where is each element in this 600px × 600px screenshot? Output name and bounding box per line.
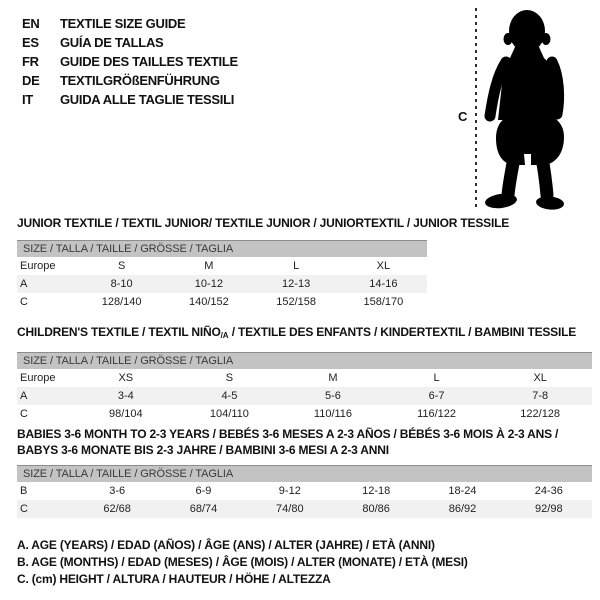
language-title-row	[22, 90, 238, 109]
column-header-label: Europe	[20, 372, 56, 384]
table-cell: 92/98	[535, 503, 563, 515]
table-cell: 5-6	[325, 390, 341, 402]
table-cell: 116/122	[417, 408, 457, 420]
language-title-list	[22, 14, 238, 109]
size-header-bar: SIZE / TALLA / TAILLE / GRÖSSE / TAGLIA	[17, 240, 427, 257]
size-column-header: XL	[533, 372, 547, 384]
baby-silhouette-icon	[484, 8, 600, 213]
section-title-line	[17, 426, 558, 442]
height-dotted-line	[475, 8, 477, 208]
title-subscript: /A	[220, 331, 229, 340]
size-column-header: L	[433, 372, 440, 384]
table-cell: 110/116	[313, 408, 353, 420]
title-text: JUNIOR TEXTILE / TEXTIL JUNIOR/ TEXTILE JUNIOR / JUNIORTEXTIL / JUNIOR TESSILE	[17, 216, 510, 230]
legend-line: A. AGE (YEARS) / EDAD (AÑOS) / ÂGE (ANS) / ALTER (JAHRE) / ETÀ (ANNI)	[17, 538, 435, 552]
table-cell: 74/80	[276, 503, 304, 515]
column-header-row	[17, 369, 592, 387]
size-table-children	[17, 352, 592, 423]
table-row	[17, 275, 427, 293]
language-title: GUIDE DES TAILLES TEXTILE	[60, 54, 238, 69]
legend	[17, 537, 468, 588]
size-header-bar: SIZE / TALLA / TAILLE / GRÖSSE / TAGLIA	[17, 465, 592, 482]
language-title: GUÍA DE TALLAS	[60, 35, 164, 50]
table-cell: 68/74	[189, 503, 218, 515]
language-code: IT	[22, 92, 33, 107]
section-title-line	[17, 324, 576, 344]
table-cell: 6-7	[428, 390, 445, 402]
size-column-header: XS	[118, 372, 134, 384]
height-measure-label: C	[458, 109, 468, 124]
section-title-line	[17, 215, 509, 231]
legend-line: B. AGE (MONTHS) / EDAD (MESES) / ÂGE (MOIS) / ALTER (MONATE) / ETÀ (MESI)	[17, 555, 468, 569]
table-cell: 3-4	[117, 390, 134, 402]
row-label: C	[20, 408, 28, 420]
language-title-row	[22, 52, 238, 71]
table-cell: 3-6	[109, 485, 126, 497]
table-cell: 9-12	[278, 485, 301, 497]
size-column-header: M	[204, 260, 214, 272]
table-cell: 80/86	[362, 503, 390, 515]
size-table-junior	[17, 240, 427, 311]
size-table-babies	[17, 465, 592, 518]
size-column-header: L	[293, 260, 300, 272]
table-row	[17, 500, 592, 518]
table-cell: 140/152	[188, 296, 229, 308]
table-cell: 98/104	[108, 408, 143, 420]
table-row	[17, 387, 592, 405]
language-title: TEXTILE SIZE GUIDE	[60, 16, 186, 31]
row-label: A	[20, 390, 28, 402]
table-cell: 128/140	[101, 296, 142, 308]
table-cell: 6-9	[195, 485, 212, 497]
table-cell: 7-8	[532, 390, 549, 402]
size-column-header: M	[328, 372, 338, 384]
section-title-junior	[17, 215, 509, 231]
section-title-children	[17, 324, 576, 344]
table-cell: 12-18	[362, 485, 391, 497]
table-cell: 10-12	[194, 278, 223, 290]
column-header-label: Europe	[20, 260, 56, 272]
language-code: FR	[22, 54, 39, 69]
language-code: DE	[22, 73, 40, 88]
size-column-header: XL	[376, 260, 391, 272]
size-column-header: S	[225, 372, 234, 384]
table-cell: 158/170	[363, 296, 404, 308]
row-label: C	[20, 503, 28, 515]
table-row	[17, 293, 427, 311]
language-title: GUIDA ALLE TAGLIE TESSILI	[60, 92, 235, 107]
language-title-row	[22, 33, 238, 52]
language-title-row	[22, 14, 238, 33]
table-cell: 24-36	[534, 485, 563, 497]
table-cell: 152/158	[276, 296, 316, 308]
table-row	[17, 405, 592, 423]
legend-line: C. (cm) HEIGHT / ALTURA / HAUTEUR / HÖHE / ALTEZZA	[17, 572, 331, 586]
table-cell: 18-24	[448, 485, 477, 497]
language-code: EN	[22, 16, 40, 31]
table-cell: 4-5	[221, 390, 238, 402]
table-cell: 86/92	[448, 503, 477, 515]
size-header-bar: SIZE / TALLA / TAILLE / GRÖSSE / TAGLIA	[17, 352, 592, 369]
title-text: / TEXTILE DES ENFANTS / KINDERTEXTIL / BAMBINI TESSILE	[228, 325, 577, 339]
title-text: CHILDREN'S TEXTILE / TEXTIL NIÑO	[17, 325, 221, 339]
table-cell: 8-10	[110, 278, 133, 290]
row-label: B	[20, 485, 28, 497]
table-cell: 62/68	[103, 503, 131, 515]
language-title-row	[22, 71, 238, 90]
language-code: ES	[22, 35, 39, 50]
title-text: BABIES 3-6 MONTH TO 2-3 YEARS / BEBÉS 3-6 MESES A 2-3 AÑOS / BÉBÉS 3-6 MOIS À 2-3 ANS /	[17, 427, 559, 441]
section-title-babies	[17, 426, 558, 458]
row-label: A	[20, 278, 28, 290]
table-cell: 14-16	[369, 278, 398, 290]
language-title: TEXTILGRÖßENFÜHRUNG	[60, 73, 220, 88]
column-header-row	[17, 257, 427, 275]
row-label: C	[20, 296, 28, 308]
title-text: BABYS 3-6 MONATE BIS 2-3 JAHRE / BAMBINI 3-6 MESI A 2-3 ANNI	[17, 443, 389, 457]
table-cell: 12-13	[282, 278, 311, 290]
height-measure-figure	[452, 8, 600, 220]
size-column-header: S	[117, 260, 126, 272]
table-row	[17, 482, 592, 500]
table-cell: 104/110	[209, 408, 249, 420]
table-cell: 122/128	[520, 408, 561, 420]
section-title-line	[17, 442, 558, 458]
